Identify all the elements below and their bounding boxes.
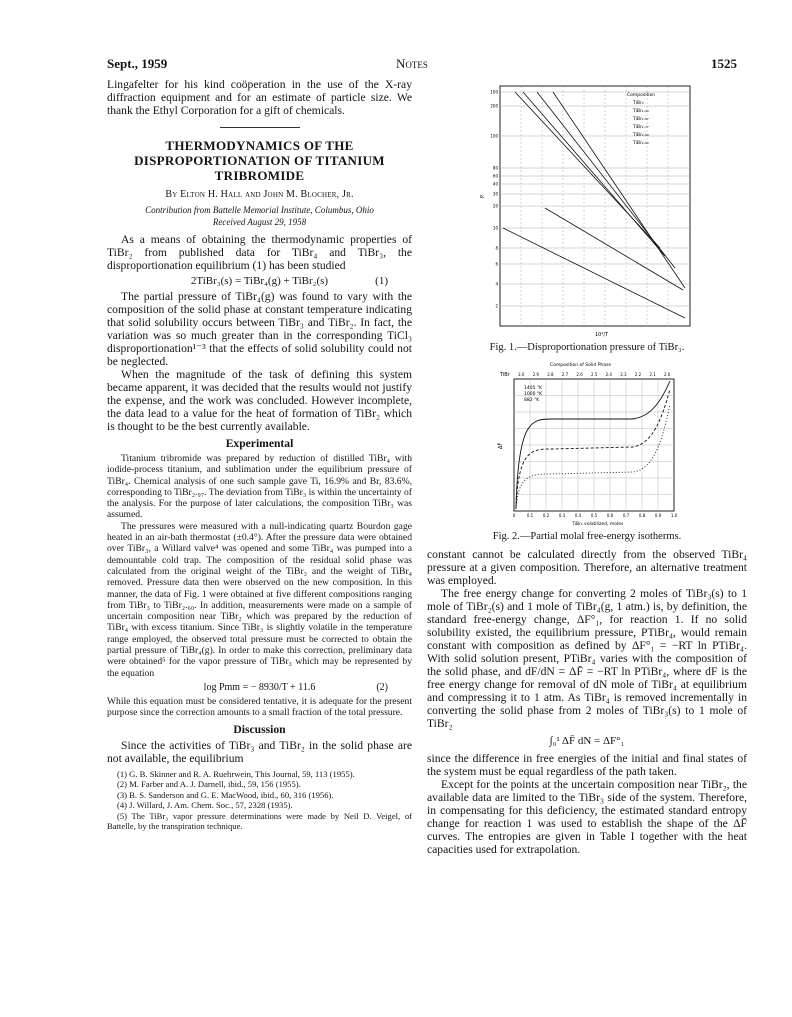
integral-equation — [427, 735, 747, 747]
paragraph-2: The partial pressure of TiBr₄(g) was found to vary with the composition of the solid phase at constant temperature indicating that solid solubility occurs between TiBr₃ and TiBr₂. In fact, the variation was so much greater than in the corresponding TiCl₃ disproportionation¹⁻³ that the effects of solid solubility could not be neglected. — [107, 290, 412, 368]
fig2-top-tick-label: 2.3 — [620, 372, 627, 377]
experimental-paragraph-3: While this equation must be considered tentative, it is adequate for the present purpose since the correction amounts to a small fraction of the total pressure. — [107, 695, 412, 719]
fig1-y-tick-label: 8 — [494, 245, 498, 251]
figure-1-caption: Fig. 1.—Disproportionation pressure of TiBr₃. — [489, 342, 685, 353]
received-date: Received August 29, 1958 — [212, 217, 307, 227]
reference-1: (1) G. B. Skinner and R. A. Ruehrwein, This Journal, 59, 113 (1955). — [117, 768, 355, 779]
equation-1-number: (1) — [375, 275, 388, 287]
right-paragraph-1: constant cannot be calculated directly from the observed TiBr₄ pressure at a given composition. Therefore, an alternative treatment was employed. — [427, 548, 747, 587]
paragraph-1: As a means of obtaining the thermodynamic properties of TiBr₂ from published data for TiBr₄ and TiBr₃, the disproportionation equilibrium (1) has been studied — [107, 233, 412, 272]
left-column — [107, 78, 412, 832]
running-header-date: Sept., 1959 — [107, 56, 168, 71]
fig2-top-tick-label: 2.1 — [649, 372, 656, 377]
page-number: 1525 — [711, 56, 737, 71]
fig1-y-tick-label: 2 — [494, 303, 498, 309]
authors — [107, 189, 412, 200]
fig1-legend-item: TiBr₃ — [632, 101, 644, 106]
section-divider — [220, 127, 300, 128]
fig2-legend-item: 882 °K — [524, 398, 540, 403]
fig2-legend — [524, 385, 543, 403]
fig2-top-tick-label: 2.0 — [664, 372, 671, 377]
figure-2-chart — [492, 359, 682, 529]
authors-text: By Elton H. Hall and John M. Blocher, Jr. — [165, 189, 354, 200]
reference-3: (3) B. S. Sanderson and G. E. MacWood, ibid., 60, 316 (1956). — [117, 789, 334, 800]
reference-5: (5) The TiBr₃ vapor pressure determinations were made by Neil D. Veigel, of Battelle, by the transpiration technique. — [107, 810, 412, 832]
fig1-y-tick-label: 6 — [494, 261, 498, 267]
fig2-top-tick-label: 2.4 — [605, 372, 612, 377]
contribution: Contribution from Battelle Memorial Institute, Columbus, Ohio — [145, 205, 374, 215]
title-line-1: THERMODYNAMICS OF THE — [165, 138, 354, 153]
fig1-legend-item: TiBr₂.₉₄ — [632, 109, 649, 114]
reference-4: (4) J. Willard, J. Am. Chem. Soc., 57, 2328 (1935). — [117, 800, 293, 811]
fig2-bottom-tick-label: 0.9 — [654, 513, 662, 518]
heading-experimental: Experimental — [225, 437, 294, 450]
references — [107, 769, 412, 832]
fig1-legend — [627, 92, 655, 146]
fig2-isotherm-curve — [516, 389, 670, 509]
equation-2-text: log Pmm = − 8930/T + 11.6 — [203, 681, 316, 693]
reference-2: (2) M. Farber and A. J. Darnell, ibid., 59, 156 (1955). — [117, 779, 301, 790]
fig2-bottom-tick-label: 0.5 — [590, 513, 598, 518]
fig2-bottom-tick-label: 0.8 — [638, 513, 646, 518]
fig1-y-tick-label: 100 — [489, 133, 498, 139]
fig2-top-axis-label: Composition of Solid Phase — [550, 363, 612, 368]
fig2-legend-item: 1405 °K — [524, 386, 543, 391]
fig2-y-label: ΔF̄ — [498, 442, 504, 449]
fig1-legend-item: TiBr₂.₈₇ — [632, 117, 649, 122]
figure-2-caption: Fig. 2.—Partial molal free-energy isotherms. — [492, 531, 682, 542]
fig1-y-label: P — [479, 194, 486, 198]
fig2-top-tick-label: 2.2 — [634, 372, 642, 377]
equation-2-number: (2) — [376, 681, 388, 693]
discussion-paragraph-1: Since the activities of TiBr₃ and TiBr₂ in the solid phase are not available, the equilibrium — [107, 738, 412, 765]
fig1-y-tick-label: 200 — [489, 103, 498, 109]
fig2-top-tick-label: 2.8 — [547, 372, 554, 377]
title-line-3: TRIBROMIDE — [214, 168, 305, 183]
paragraph-3: When the magnitude of the task of defining this system became apparent, it was decided that the results would not justify the expense, and the work was concluded. However incomplete, the data lead to a value for the heat of formation of TiBr₂ which is thought to be the best currently available. — [107, 368, 412, 433]
fig1-y-tick-label: 30 — [492, 191, 498, 197]
fig2-bottom-tick-label: 1.0 — [670, 513, 678, 518]
fig1-y-tick-label: 10 — [492, 225, 498, 231]
fig2-bottom-tick-label: 0 — [512, 513, 516, 518]
intro-paragraph: Lingafelter for his kind coöperation in the use of the X-ray diffraction equipment and for an estimate of particle size. We thank the Ethyl Corporation for a gift of chemicals. — [107, 78, 412, 117]
fig1-y-tick-label: 40 — [492, 181, 498, 187]
fig1-y-tick-label: 20 — [492, 203, 498, 209]
fig1-y-tick-label: 60 — [492, 173, 498, 179]
experimental-body — [107, 453, 412, 719]
right-paragraph-3: since the difference in free energies of the initial and final states of the system must be equal regardless of the path taken. — [427, 752, 747, 778]
title-line-2: DISPROPORTIONATION OF TITANIUM — [134, 153, 385, 168]
fig2-top-tick-label: 2.6 — [576, 372, 583, 377]
fig2-bottom-tick-label: 0.6 — [606, 513, 614, 518]
equation-2 — [107, 682, 412, 693]
integral-text: ∫₀¹ ΔF̄ dN = ΔF°₁ — [549, 735, 625, 747]
fig2-bottom-tick-label: 0.4 — [574, 513, 582, 518]
fig2-bottom-tick-label: 0.7 — [622, 513, 630, 518]
fig1-legend-title: Composition — [626, 93, 655, 98]
fig1-y-tick-label: 4 — [494, 281, 498, 287]
equation-1-text: 2TiBr₃(s) = TiBr₄(g) + TiBr₂(s) — [190, 275, 329, 287]
fig1-legend-item: TiBr₂.₇₇ — [632, 125, 649, 130]
fig1-x-label: 10⁴/T — [594, 332, 608, 338]
fig2-top-tick-label: 2.9 — [532, 372, 539, 377]
right-paragraph-2: The free energy change for converting 2 moles of TiBr₃(s) to 1 mole of TiBr₂(s) and 1 mole of TiBr₄(g, 1 atm.) is, by definition, the standard free-energy change, ΔF°₁, for reaction 1. If no solid solubility existed, the equilibrium pressure, PTiBr₄, would remain constant with composition as defined by ΔF°₁ = −RT ln PTiBr₄. With solid solution present, PTiBr₄ varies with the composition of the solid phase, and dF/dN = ΔF̄ = −RT ln PTiBr₄, where dF is the free energy change for removal of dN mole of TiBr₄ at equilibrium and compressing it to 1 atm. As TiBr₄ is removed incrementally in converting the solid phase from 2 moles of TiBr₃(s) to 1 mole of TiBr₂ — [427, 587, 747, 730]
fig2-top-tick-label: 2.7 — [561, 372, 569, 377]
fig1-series-line — [553, 92, 685, 288]
fig1-y-tick-label: 80 — [492, 165, 498, 171]
fig2-legend-item: 1000 °K — [524, 392, 543, 397]
article-title — [107, 138, 412, 183]
fig2-bottom-tick-label: 0.1 — [526, 513, 534, 518]
right-column — [427, 78, 747, 856]
figure-1-chart — [475, 78, 700, 340]
running-header-title: Notes — [396, 56, 428, 71]
fig1-series-line — [537, 92, 675, 268]
fig2-x-label: TiBr₄ volatilized, moles — [572, 522, 624, 527]
fig2-top-tick-label: 3.0 — [518, 372, 525, 377]
fig1-legend-item: TiBr₂.₆₀ — [632, 141, 649, 146]
fig1-y-tick-label: 100 — [489, 89, 498, 95]
fig2-top-tick-label: 2.5 — [591, 372, 598, 377]
fig2-bottom-tick-label: 0.3 — [558, 513, 566, 518]
heading-discussion: Discussion — [233, 722, 286, 736]
equation-1 — [107, 275, 412, 287]
experimental-paragraph-2: The pressures were measured with a null-indicating quartz Bourdon gage heated in an air-bath thermostat (±0.4°). After the pressure data were obtained over TiBr₃, a Willard valve⁴ was opened and some TiBr₄ was pumped into a demountable cold trap. The composition of the residual solid phase was calculated from the original weight of the TiBr₃ and the weight of TiBr₄ removed. Pressure data then were observed on the new composition. In this manner, the data of Fig. 1 were obtained at five different compositions ranging from TiBr₃ to TiBr₂.₆₀. In addition, measurements were made on a sample of uncertain composition near TiBr₂ which was prepared by the reduction of TiBr₄ with excess titanium. Since TiBr₃ is slightly volatile in the temperature range employed, the observed total pressure must be corrected to obtain the partial pressure of TiBr₄(g). In order to make this correction, preliminary data were obtained⁵ for the vapor pressure of TiBr₃ which may be represented by the equation — [107, 520, 412, 679]
fig1-series-line — [545, 208, 683, 290]
fig1-series-line — [503, 228, 685, 318]
fig2-bottom-tick-label: 0.2 — [542, 513, 550, 518]
experimental-paragraph-1: Titanium tribromide was prepared by reduction of distilled TiBr₄ with iodide-process titanium, and sublimation under the equilibrium pressure of TiBr₄. Chemical analysis of one such sample gave Ti, 16.9% and Br, 83.6%, corresponding to TiBr₂.₉₇. The deviation from TiBr₃ is within the uncertainty of the analysis. For the purpose of later calculations, the composition TiBr₃ was assumed. — [107, 453, 412, 521]
fig2-top-left-label: TiBr — [500, 372, 510, 378]
fig1-legend-item: TiBr₂.₆₉ — [632, 133, 649, 138]
right-paragraph-4: Except for the points at the uncertain composition near TiBr₂, the available data are limited to the TiBr₃ side of the system. Therefore, in compensating for this deficiency, the estimated standard entropy change for reaction 1 was used to establish the shape of the ΔF̄ curves. The entropies are given in Table I together with the heat capacities used for extrapolation. — [427, 778, 747, 856]
